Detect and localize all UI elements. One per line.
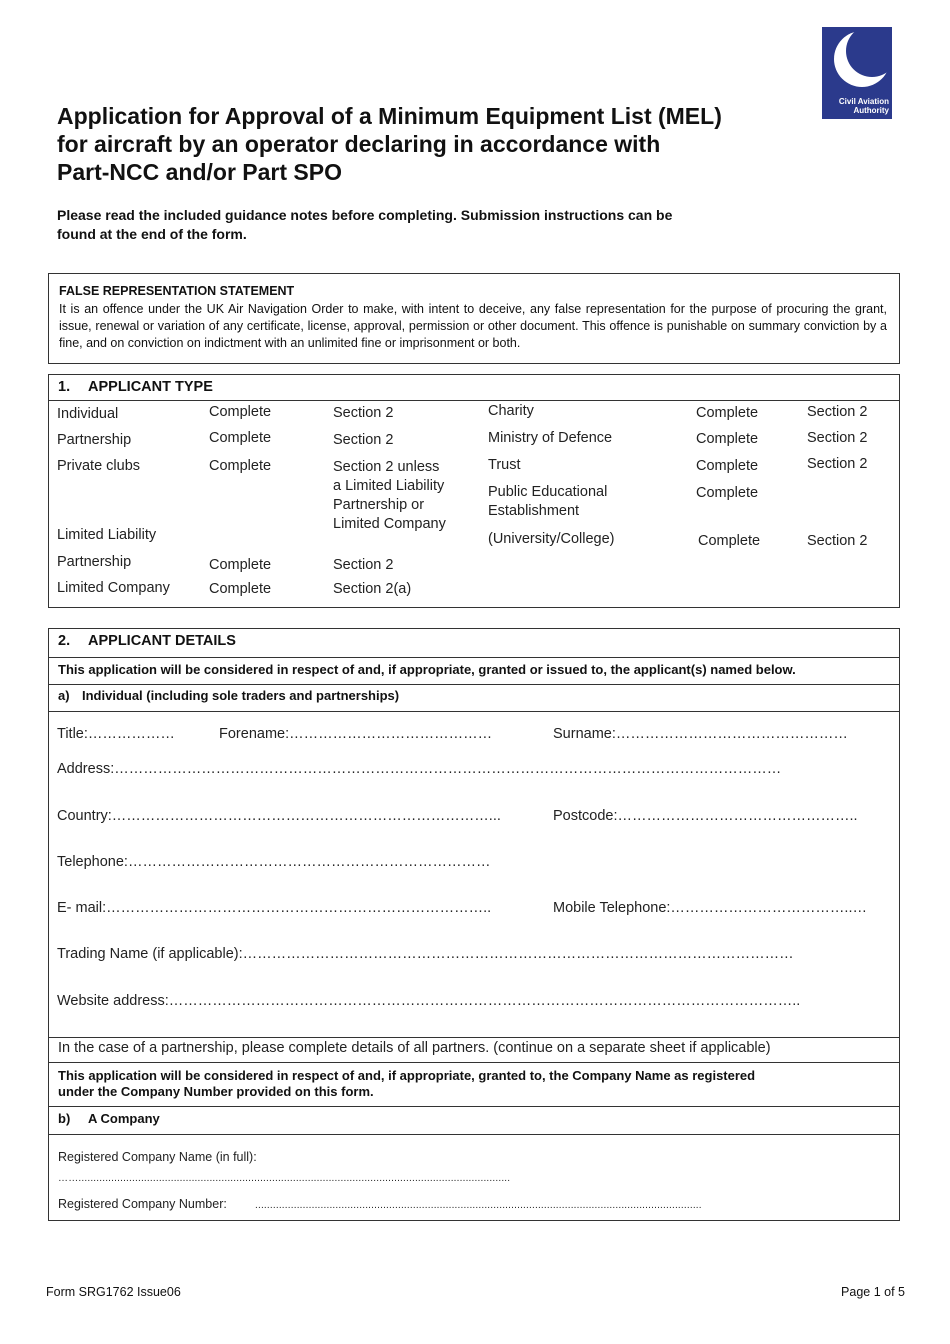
applicant-type-establishment: Establishment: [488, 503, 580, 519]
forename-field[interactable]: Forename:……………………………………: [219, 726, 493, 742]
applicant-type-individual: Individual: [57, 406, 119, 422]
section-applicant-details: [48, 628, 900, 1221]
subsection-a-title: Individual (including sole traders and partnerships): [82, 688, 400, 703]
section-ref-trust: Section 2: [807, 456, 868, 472]
applicant-type-llp-line-1: Limited Liability: [57, 527, 157, 543]
applicant-type-partnership: Partnership: [57, 432, 132, 448]
subsection-a-letter: a): [58, 688, 70, 703]
section-1-header: [49, 375, 899, 401]
title-field[interactable]: Title:………………: [57, 726, 175, 742]
private-clubs-note-3: Limited Company: [333, 516, 446, 532]
logo-line-1: Civil Aviation: [838, 97, 889, 106]
section-ref-university-college: Section 2: [807, 533, 868, 549]
page-title: [57, 102, 817, 186]
section-1-title: APPLICANT TYPE: [88, 379, 213, 395]
postcode-field[interactable]: Postcode:…………………………………………..: [553, 808, 858, 824]
applicant-type-private-clubs: Private clubs: [57, 458, 141, 474]
section-2-number: 2.: [58, 633, 71, 649]
row-divider: [49, 1037, 899, 1038]
mobile-telephone-field[interactable]: Mobile Telephone:………………………………..…: [553, 900, 867, 916]
company-name-label: Registered Company Name (in full):: [58, 1150, 257, 1164]
applicant-type-trust: Trust: [488, 457, 521, 473]
row-divider: [49, 1134, 899, 1135]
section-ref-mod: Section 2: [807, 430, 868, 446]
section-ref-charity: Section 2: [807, 404, 868, 420]
form-reference: Form SRG1762 Issue06: [46, 1285, 181, 1299]
subsection-a-header: [58, 688, 399, 704]
action-individual: Complete: [209, 404, 272, 420]
action-university-college: Complete: [698, 533, 761, 549]
applicant-type-limited-company: Limited Company: [57, 580, 170, 596]
title-line-1: Application for Approval of a Minimum Equipment List (MEL): [57, 103, 722, 129]
action-mod: Complete: [696, 431, 759, 447]
company-name-field[interactable]: …….................................................................................................................................................: [58, 1173, 511, 1184]
surname-field[interactable]: Surname:…………………………………………: [553, 726, 848, 742]
private-clubs-note-1: a Limited Liability: [333, 478, 445, 494]
country-field[interactable]: Country:……………………………………………………………………...: [57, 808, 501, 824]
section-ref-individual: Section 2: [333, 405, 394, 421]
trading-name-field[interactable]: Trading Name (if applicable):……………………………………………………………………………………………………: [57, 946, 794, 962]
row-divider: [49, 1106, 899, 1107]
false-representation-heading: FALSE REPRESENTATION STATEMENT: [59, 284, 295, 298]
subsection-b-letter: b): [58, 1111, 71, 1126]
applicant-type-mod: Ministry of Defence: [488, 430, 613, 446]
row-divider: [49, 684, 899, 685]
email-field[interactable]: E- mail:……………………………………………………………………..: [57, 900, 492, 916]
title-line-2: for aircraft by an operator declaring in accordance with: [57, 131, 661, 157]
subsection-b-title: A Company: [88, 1111, 160, 1126]
action-trust: Complete: [696, 458, 759, 474]
action-llp: Complete: [209, 557, 272, 573]
page-number: Page 1 of 5: [841, 1285, 905, 1299]
section-applicant-type: [48, 374, 900, 608]
action-public-educational: Complete: [696, 485, 759, 501]
applicant-type-university-college: (University/College): [488, 531, 615, 547]
applicant-type-charity: Charity: [488, 403, 534, 419]
company-number-field[interactable]: ......................................................................................................................................................: [255, 1200, 702, 1211]
logo-wordmark: [822, 97, 889, 115]
section-2-header: [49, 629, 899, 658]
section-ref-partnership: Section 2: [333, 432, 394, 448]
logo-line-2: Authority: [853, 106, 889, 115]
company-consideration-statement: [58, 1068, 888, 1100]
caa-logo: [822, 27, 892, 119]
title-line-3: Part-NCC and/or Part SPO: [57, 159, 342, 185]
action-limited-company: Complete: [209, 581, 272, 597]
intro-instructions: [57, 206, 817, 244]
section-1-number: 1.: [58, 379, 71, 395]
individual-consideration-statement: This application will be considered in respect of and, if appropriate, granted or issued to, the applicant(s) named below.: [58, 662, 796, 677]
applicant-type-public-educational: Public Educational: [488, 484, 608, 500]
action-private-clubs: Complete: [209, 458, 272, 474]
private-clubs-note-2: Partnership or: [333, 497, 425, 513]
partnership-note: In the case of a partnership, please complete details of all partners. (continue on a separate sheet if applicable): [58, 1040, 771, 1056]
intro-line-1: Please read the included guidance notes before completing. Submission instructions can be: [57, 207, 673, 223]
company-consideration-line-2: under the Company Number provided on this form.: [58, 1084, 374, 1099]
row-divider: [49, 711, 899, 712]
company-number-label: Registered Company Number:: [58, 1197, 227, 1211]
company-consideration-line-1: This application will be considered in respect of and, if appropriate, granted to, the Company Name as registered: [58, 1068, 756, 1083]
applicant-type-llp-line-2: Partnership: [57, 554, 132, 570]
row-divider: [49, 1062, 899, 1063]
section-2-title: APPLICANT DETAILS: [88, 633, 236, 649]
website-field[interactable]: Website address:…………………………………………………………………………………………………………………..: [57, 993, 801, 1009]
false-representation-box: [48, 273, 900, 364]
subsection-b-header: [58, 1111, 160, 1127]
section-ref-llp: Section 2: [333, 557, 394, 573]
telephone-field[interactable]: Telephone:…………………………………………………………………: [57, 854, 491, 870]
intro-line-2: found at the end of the form.: [57, 226, 247, 242]
action-charity: Complete: [696, 405, 759, 421]
false-representation-text: It is an offence under the UK Air Navigation Order to make, with intent to deceive, any false representation for the purpose of procuring the grant, issue, renewal or variation of any certificate, license, approval, permission or other document. This offence is punishable on summary conviction by a fine, and on conviction on indictment with an unlimited fine or imprisonment or both.: [59, 302, 887, 350]
section-ref-private-clubs: Section 2 unless: [333, 459, 440, 475]
action-partnership: Complete: [209, 430, 272, 446]
section-ref-limited-company: Section 2(a): [333, 581, 412, 597]
address-field[interactable]: Address:…………………………………………………………………………………………………………………………: [57, 761, 782, 777]
